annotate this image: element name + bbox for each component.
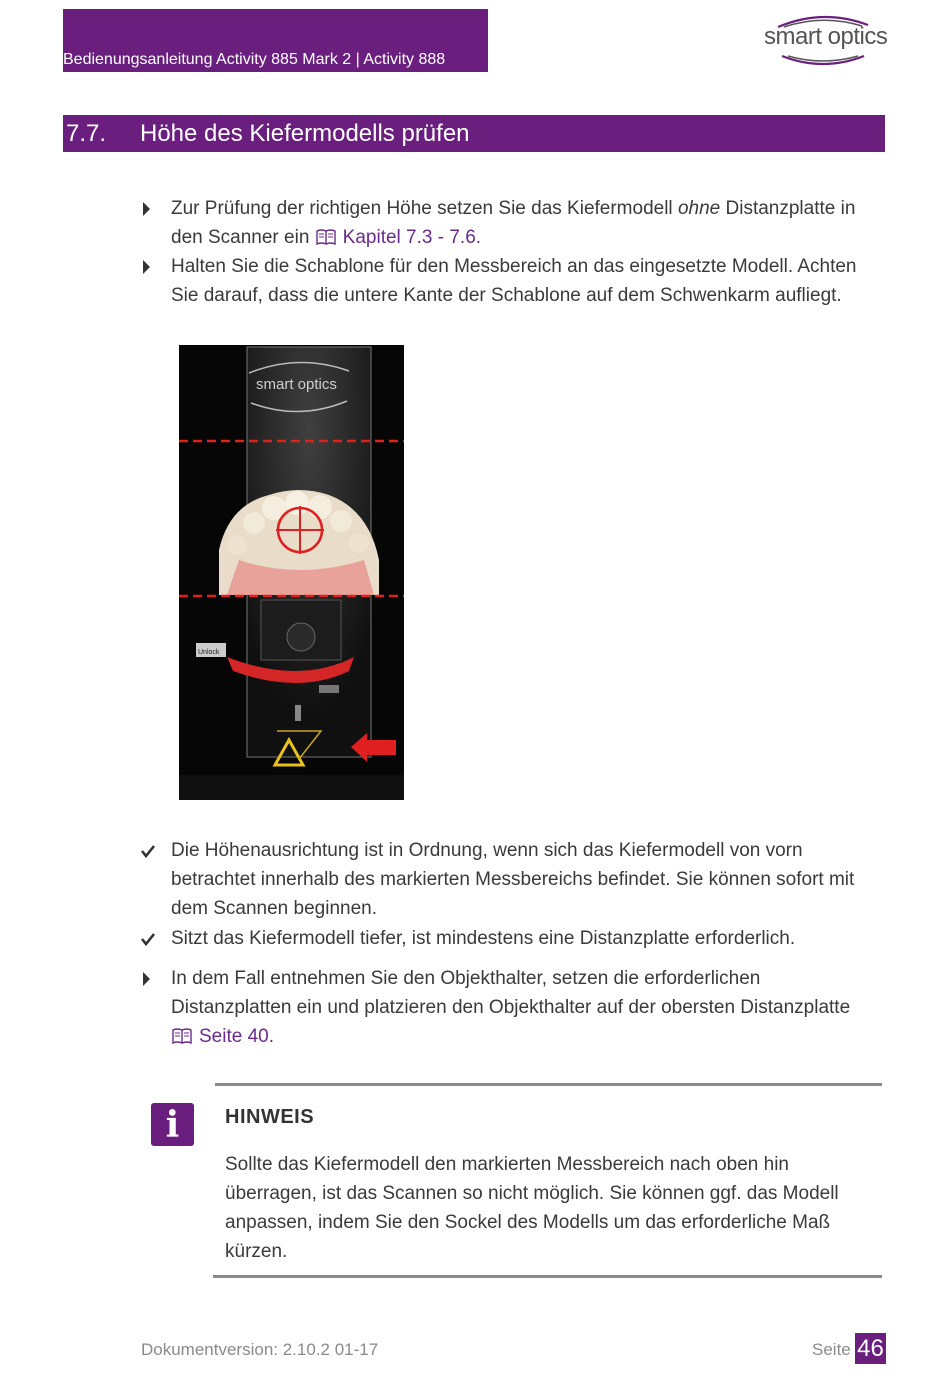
step-arrow-icon: [140, 257, 154, 277]
chapter-link[interactable]: Kapitel 7.3 - 7.6: [315, 227, 476, 248]
note-body: Sollte das Kiefermodell den markierten Messbereich nach oben hin überragen, ist das Scannen so nicht möglich. Sie können ggf. das Modell anpassen, indem Sie den Sockel des Modells um das erforderliche Maß kürzen.: [225, 1154, 839, 1262]
logo-text: smart optics: [764, 23, 888, 50]
step-arrow-icon: [140, 199, 154, 219]
template-logo-text: smart optics: [256, 376, 337, 393]
section-number: 7.7.: [66, 120, 107, 147]
section-title: Höhe des Kiefermodells prüfen: [140, 120, 470, 147]
note-title: HINWEIS: [225, 1106, 315, 1128]
check-icon: [140, 929, 156, 949]
manual-title: Bedienungsanleitung Activity 885 Mark 2 | Activity 888: [63, 51, 446, 68]
step-item: Halten Sie die Schablone für den Messbereich an das eingesetzte Modell. Achten Sie darauf, dass die untere Kante der Schablone auf dem Schwenkarm aufliegt.: [171, 256, 857, 306]
section-heading: [63, 115, 885, 152]
result-item: Die Höhenausrichtung ist in Ordnung, wenn sich das Kiefermodell von vorn betrachtet innerhalb des markierten Messbereichs befindet. Sie können sofort mit dem Scannen beginnen.: [171, 840, 855, 919]
result-item: Sitzt das Kiefermodell tiefer, ist mindestens eine Distanzplatte erforderlich.: [171, 928, 796, 949]
smart-optics-logo: [758, 10, 888, 68]
check-icon: [140, 841, 156, 861]
step-item: In dem Fall entnehmen Sie den Objekthalter, setzen die erforderlichen Distanzplatten ein und platzieren den Objekthalter auf der obersten Distanzplatte Seite 40.: [171, 968, 851, 1047]
document-version: Dokumentversion: 2.10.2 01-17: [141, 1340, 379, 1359]
unlock-label: Unlock: [198, 649, 220, 656]
step-item: Zur Prüfung der richtigen Höhe setzen Sie das Kiefermodell ohne Distanzplatte in den Scanner ein Kapitel 7.3 - 7.6.: [171, 198, 856, 248]
scanner-photo: [179, 345, 404, 800]
note-divider-bottom: [213, 1275, 882, 1278]
header-band: [63, 9, 488, 72]
info-icon: i: [151, 1103, 194, 1146]
book-icon: [315, 228, 337, 246]
page-number: 46: [855, 1333, 886, 1364]
note-divider-top: [215, 1083, 882, 1086]
page-link[interactable]: Seite 40: [171, 1026, 269, 1047]
page-label: Seite: [812, 1340, 851, 1359]
book-icon: [171, 1027, 193, 1045]
step-arrow-icon: [140, 969, 154, 989]
